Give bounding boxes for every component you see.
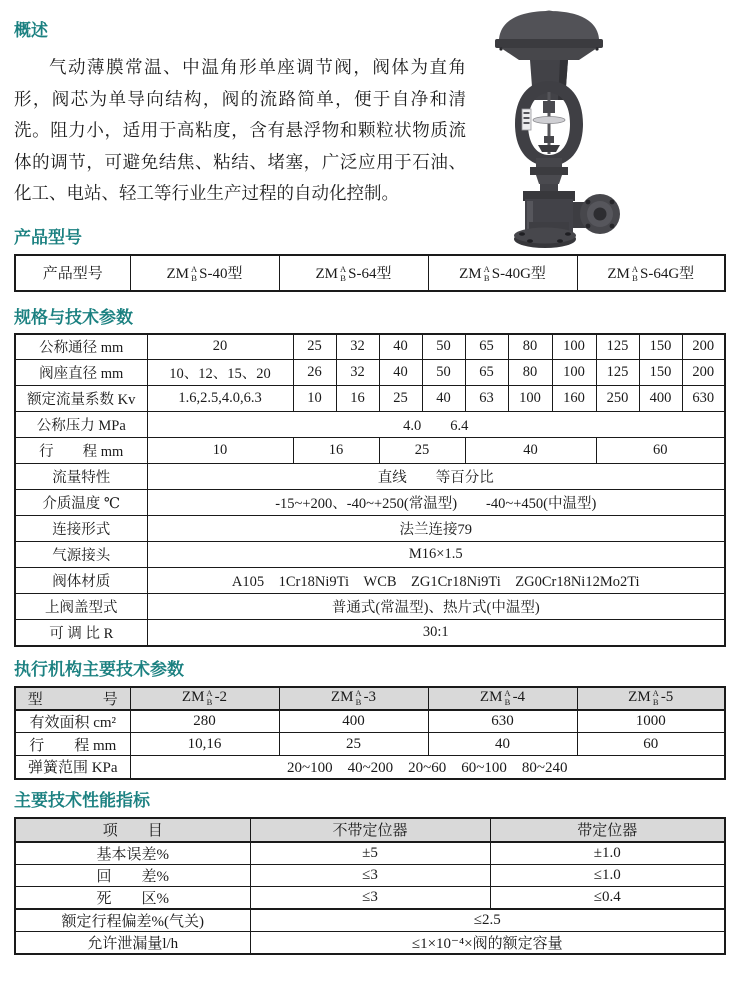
valve-product-image <box>478 8 668 253</box>
actuator-row-label: 有效面积 cm² <box>15 710 130 733</box>
spec-cell: 150 <box>639 334 682 360</box>
table-row <box>15 864 725 886</box>
model-sub: B <box>632 273 638 284</box>
spec-row-label: 流量特性 <box>15 464 147 490</box>
actuator-row-label: 行 程 mm <box>15 733 130 756</box>
spec-cell: 200 <box>682 360 725 386</box>
actuator-table <box>14 686 726 780</box>
actuator-model-cell <box>130 687 279 710</box>
spec-row-label: 阀座直径 mm <box>15 360 147 386</box>
table-row <box>15 438 725 464</box>
product-model-cell <box>577 255 725 291</box>
actuator-model-cell <box>279 687 428 710</box>
actuator-cell: 40 <box>428 733 577 756</box>
spec-cell: 32 <box>336 334 379 360</box>
spec-row-label: 行 程 mm <box>15 438 147 464</box>
spec-cell: 65 <box>465 334 508 360</box>
model-sub: B <box>206 697 213 707</box>
spec-cell: 400 <box>639 386 682 412</box>
model-ab-stack <box>191 265 197 284</box>
specs-table <box>14 333 726 647</box>
actuator-cell: 630 <box>428 710 577 733</box>
spec-row-label: 介质温度 ℃ <box>15 490 147 516</box>
product-model-cell <box>279 255 428 291</box>
performance-cell: ≤3 <box>250 886 490 909</box>
actuator-cell: 10,16 <box>130 733 279 756</box>
overview-section <box>14 20 724 210</box>
spec-cell: 40 <box>422 386 465 412</box>
performance-cell: ≤2.5 <box>250 909 725 932</box>
table-row <box>15 733 725 756</box>
performance-cell: ≤1.0 <box>490 864 725 886</box>
model-ab-stack <box>504 689 510 708</box>
model-sub: B <box>355 697 362 707</box>
table-row <box>15 756 725 779</box>
spec-row-label: 连接形式 <box>15 516 147 542</box>
actuator-cell: 400 <box>279 710 428 733</box>
model-sub: B <box>340 273 346 284</box>
angle-valve-illustration <box>478 8 668 253</box>
spec-cell: 16 <box>293 438 379 464</box>
spec-cell: 普通式(常温型)、热片式(中温型) <box>147 594 725 620</box>
actuator-cell: 20~100 40~200 20~60 60~100 80~240 <box>130 756 725 779</box>
actuator-model-label: 型 号 <box>15 687 130 710</box>
actuator-row-label: 弹簧范围 KPa <box>15 756 130 779</box>
overview-paragraph: 气动薄膜常温、中温角形单座调节阀，阀体为直角形，阀芯为单导向结构，阀的流路简单，便于自净和清洗。阻力小，适用于高粘度，含有悬浮物和颗粒状物质流体的调节，可避免结焦、粘结、堵塞，广泛应用于石油、化工、电站、轻工等行业生产过程的自动化控制。 <box>14 57 466 203</box>
spec-cell: 10 <box>293 386 336 412</box>
specs-heading: 规格与技术参数 <box>14 307 133 327</box>
spec-cell: 20 <box>147 334 293 360</box>
spec-cell: 100 <box>508 386 552 412</box>
table-row <box>15 490 725 516</box>
model-sup: A <box>652 687 659 698</box>
model-ab-stack <box>484 265 490 284</box>
model-prefix: ZM <box>166 265 189 282</box>
model-sup: A <box>355 687 362 698</box>
model-prefix: ZM <box>628 689 651 706</box>
table-row <box>15 334 725 360</box>
performance-col-item: 项 目 <box>15 818 250 842</box>
spec-cell: 40 <box>379 334 422 360</box>
table-row <box>15 886 725 909</box>
spec-row-label: 阀体材质 <box>15 568 147 594</box>
model-sub: B <box>483 273 490 284</box>
product-model-heading: 产品型号 <box>14 227 82 247</box>
table-row <box>15 464 725 490</box>
table-row <box>15 620 725 646</box>
table-row <box>15 516 725 542</box>
table-row <box>15 255 725 291</box>
model-ab-stack <box>632 265 638 284</box>
spec-cell: 80 <box>508 334 552 360</box>
model-prefix: ZM <box>330 689 354 706</box>
performance-cell: ±1.0 <box>490 842 725 865</box>
spec-cell: -15~+200、-40~+250(常温型) -40~+450(中温型) <box>147 490 725 516</box>
performance-cell: ≤0.4 <box>490 886 725 909</box>
spec-cell: 125 <box>596 334 639 360</box>
performance-cell: ±5 <box>250 842 490 865</box>
actuator-model-cell <box>428 687 577 710</box>
actuator-cell: 60 <box>577 733 725 756</box>
spec-cell: 50 <box>422 334 465 360</box>
model-suffix: -2 <box>214 689 228 706</box>
actuator-cell: 25 <box>279 733 428 756</box>
spec-row-label: 气源接头 <box>15 542 147 568</box>
spec-cell: 直线 等百分比 <box>147 464 725 490</box>
spec-cell: 25 <box>293 334 336 360</box>
model-sup: A <box>191 263 198 274</box>
product-model-row-label: 产品型号 <box>15 255 130 291</box>
product-model-table <box>14 254 726 292</box>
spec-cell: 25 <box>379 438 465 464</box>
model-suffix: -3 <box>363 689 377 706</box>
performance-row-label: 允许泄漏量l/h <box>15 931 250 954</box>
spec-cell: 16 <box>336 386 379 412</box>
spec-cell: 40 <box>465 438 596 464</box>
model-ab-stack <box>340 265 346 284</box>
model-sup: A <box>631 263 638 274</box>
model-sub: B <box>191 273 197 284</box>
model-suffix: S-64G型 <box>639 265 695 282</box>
model-ab-stack <box>355 689 361 708</box>
model-prefix: ZM <box>479 689 503 706</box>
spec-cell: 630 <box>682 386 725 412</box>
actuator-cell: 1000 <box>577 710 725 733</box>
actuator-heading: 执行机构主要技术参数 <box>14 659 184 679</box>
spec-cell: 40 <box>379 360 422 386</box>
spec-cell: 200 <box>682 334 725 360</box>
table-row <box>15 931 725 954</box>
performance-row-label: 基本误差% <box>15 842 250 865</box>
spec-row-label: 上阀盖型式 <box>15 594 147 620</box>
product-model-cell <box>130 255 279 291</box>
table-row <box>15 412 725 438</box>
spec-cell: 63 <box>465 386 508 412</box>
specs-section <box>14 307 724 647</box>
spec-cell: 60 <box>596 438 725 464</box>
performance-heading: 主要技术性能指标 <box>14 790 150 810</box>
performance-cell: ≤3 <box>250 864 490 886</box>
table-row <box>15 568 725 594</box>
spec-row-label: 额定流量系数 Kv <box>15 386 147 412</box>
actuator-cell: 280 <box>130 710 279 733</box>
spec-cell: 65 <box>465 360 508 386</box>
model-sup: A <box>340 263 347 274</box>
actuator-model-cell <box>577 687 725 710</box>
spec-cell: 10 <box>147 438 293 464</box>
model-sup: A <box>206 687 213 698</box>
performance-row-label: 死 区% <box>15 886 250 909</box>
table-row <box>15 594 725 620</box>
spec-cell: 100 <box>552 360 596 386</box>
spec-cell: 50 <box>422 360 465 386</box>
model-suffix: -4 <box>512 689 526 706</box>
spec-cell: 10、12、15、20 <box>147 360 293 386</box>
spec-row-label: 公称通径 mm <box>15 334 147 360</box>
spec-cell: 1.6,2.5,4.0,6.3 <box>147 386 293 412</box>
table-row <box>15 360 725 386</box>
spec-cell: 25 <box>379 386 422 412</box>
model-suffix: S-40型 <box>199 265 243 282</box>
product-model-cell <box>428 255 577 291</box>
performance-cell: ≤1×10⁻⁴×阀的额定容量 <box>250 931 725 954</box>
table-row <box>15 386 725 412</box>
spec-cell: M16×1.5 <box>147 542 725 568</box>
performance-col-with-positioner: 带定位器 <box>490 818 725 842</box>
model-suffix: S-40G型 <box>491 265 546 282</box>
model-sub: B <box>504 697 511 707</box>
table-header-row <box>15 687 725 710</box>
actuator-section <box>14 659 724 780</box>
spec-cell: A105 1Cr18Ni9Ti WCB ZG1Cr18Ni9Ti ZG0Cr18Ni12Mo2Ti <box>147 568 725 594</box>
spec-row-label: 公称压力 MPa <box>15 412 147 438</box>
model-suffix: -5 <box>660 689 674 706</box>
performance-section <box>14 790 724 955</box>
spec-cell: 法兰连接79 <box>147 516 725 542</box>
performance-table <box>14 817 726 955</box>
table-row <box>15 842 725 865</box>
model-prefix: ZM <box>181 689 205 706</box>
spec-cell: 4.0 6.4 <box>147 412 725 438</box>
spec-cell: 32 <box>336 360 379 386</box>
spec-cell: 160 <box>552 386 596 412</box>
model-sub: B <box>652 697 659 707</box>
spec-cell: 100 <box>552 334 596 360</box>
model-prefix: ZM <box>315 265 338 282</box>
table-row <box>15 710 725 733</box>
spec-cell: 150 <box>639 360 682 386</box>
spec-row-label: 可 调 比 R <box>15 620 147 646</box>
model-prefix: ZM <box>607 265 630 282</box>
spec-cell: 30:1 <box>147 620 725 646</box>
performance-row-label: 回 差% <box>15 864 250 886</box>
model-sup: A <box>483 263 490 274</box>
model-suffix: S-64型 <box>348 265 392 282</box>
model-ab-stack <box>206 689 212 708</box>
spec-cell: 26 <box>293 360 336 386</box>
spec-cell: 80 <box>508 360 552 386</box>
spec-cell: 250 <box>596 386 639 412</box>
model-sup: A <box>504 687 511 698</box>
overview-heading: 概述 <box>14 21 48 40</box>
table-header-row <box>15 818 725 842</box>
performance-row-label: 额定行程偏差%(气关) <box>15 909 250 932</box>
table-row <box>15 542 725 568</box>
table-row <box>15 909 725 932</box>
model-ab-stack <box>653 689 659 708</box>
performance-col-without-positioner: 不带定位器 <box>250 818 490 842</box>
spec-cell: 125 <box>596 360 639 386</box>
model-prefix: ZM <box>459 265 482 282</box>
